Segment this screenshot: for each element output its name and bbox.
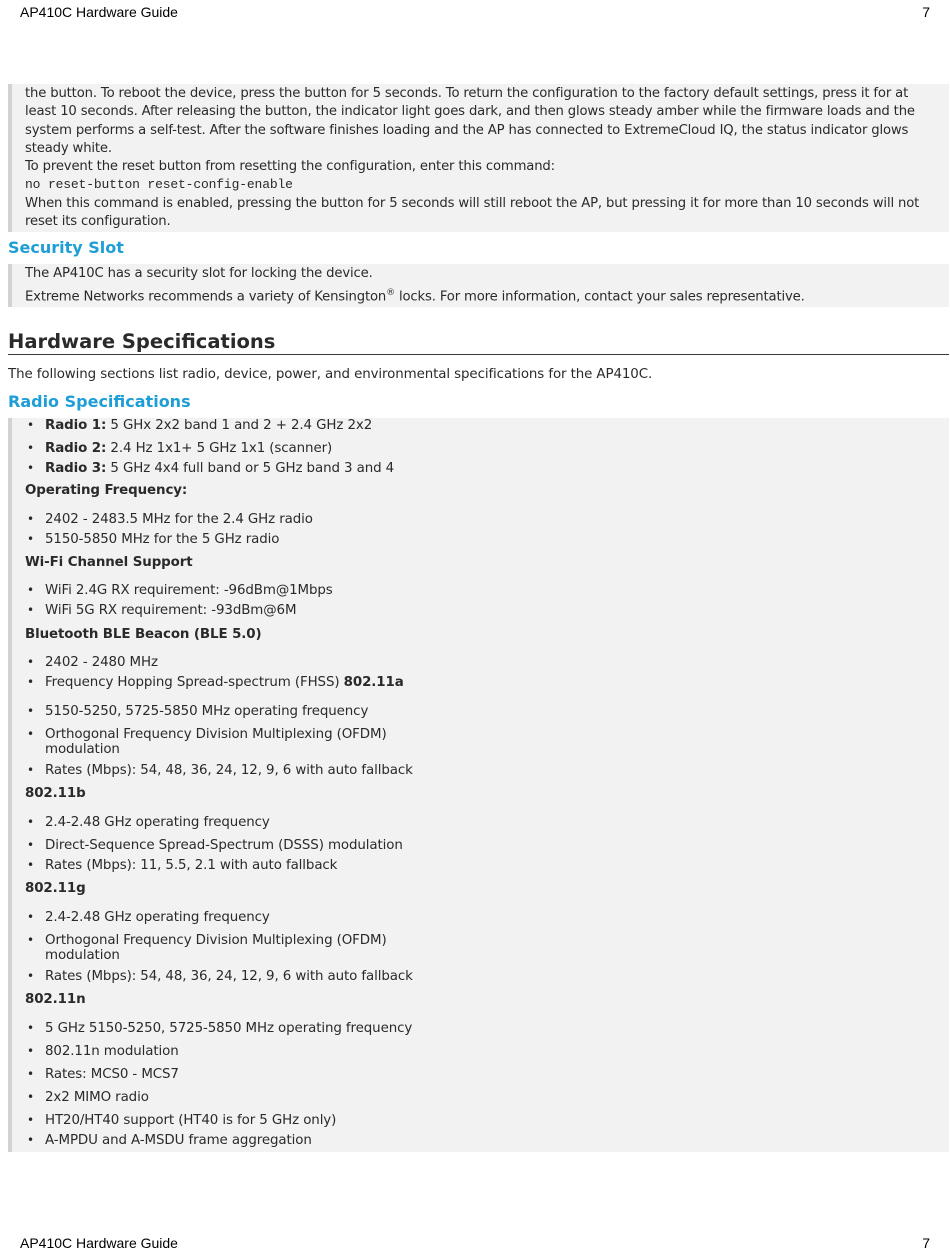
list-item: • 2.4-2.48 GHz operating frequency (25, 910, 949, 933)
list-item: • 5150-5250, 5725-5850 MHz operating frequency (25, 704, 949, 727)
list-item: • WiFi 2.4G RX requirement: -96dBm@1Mbps (25, 583, 949, 603)
list-item: • Frequency Hopping Spread-spectrum (FHSS) 802.11a (25, 675, 949, 704)
list-item: • Rates: MCS0 - MCS7 (25, 1067, 949, 1090)
footer-page-number: 7 (922, 1235, 930, 1251)
header-page-number: 7 (922, 4, 930, 20)
list-item: • 2.4-2.48 GHz operating frequency (25, 815, 949, 838)
list-item: • 802.11n modulation (25, 1044, 949, 1067)
security-line-1: The AP410C has a security slot for locking the device. (25, 266, 373, 282)
list-item: • Rates (Mbps): 11, 5.5, 2.1 with auto fallback (25, 858, 949, 881)
802-11n-heading: 802.11n (25, 992, 86, 1008)
page-content (8, 84, 949, 1152)
reset-button-note (8, 84, 949, 232)
security-line-2: Extreme Networks recommends a variety of Kensington® locks. For more information, contact your sales representative. (25, 287, 805, 305)
list-item: • Radio 1: 5 GHx 2x2 band 1 and 2 + 2.4 GHz 2x2 (25, 418, 949, 441)
list-item: • A-MPDU and A-MSDU frame aggregation (25, 1133, 949, 1152)
list-item: • 2402 - 2480 MHz (25, 655, 949, 675)
list-item: • Radio 2: 2.4 Hz 1x1+ 5 GHz 1x1 (scanner) (25, 441, 949, 461)
list-item: • Rates (Mbps): 54, 48, 36, 24, 12, 9, 6 with auto fallback (25, 763, 949, 786)
security-slot-heading: Security Slot (8, 238, 124, 258)
ble-heading: Bluetooth BLE Beacon (BLE 5.0) (25, 627, 262, 643)
reset-note-result: When this command is enabled, pressing the button for 5 seconds will still reboot the AP, but pressing it for more than 10 seconds will not reset its configuration. (25, 195, 920, 230)
list-item: • Orthogonal Frequency Division Multiplexing (OFDM) modulation (25, 727, 405, 763)
running-footer (20, 1235, 930, 1251)
802-11a-heading: 802.11a (343, 675, 404, 691)
list-item: • 5 GHz 5150-5250, 5725-5850 MHz operating frequency (25, 1021, 949, 1044)
reset-note-paragraph: the button. To reboot the device, press the button for 5 seconds. To return the configuration to the factory default settings, press it for at least 10 seconds. After releasing the button, the indicator light goes dark, and then glows steady amber while the firmware loads and the system performs a self-test. After the software finishes loading and the AP has connected to ExtremeCloud IQ, the status indicator glows steady white. (25, 86, 915, 156)
reset-command: no reset-button reset-config-enable (25, 177, 293, 193)
list-item: • Orthogonal Frequency Division Multiplexing (OFDM) modulation (25, 933, 405, 969)
list-item: • 2x2 MIMO radio (25, 1090, 949, 1113)
list-item: • 2402 - 2483.5 MHz for the 2.4 GHz radio (25, 512, 949, 532)
footer-title: AP410C Hardware Guide (20, 1235, 178, 1251)
radio-specifications-heading: Radio Specifications (8, 392, 191, 412)
registered-mark: ® (386, 287, 395, 298)
security-slot-note (8, 264, 949, 307)
reset-note-instruction: To prevent the reset button from resetting the configuration, enter this command: (25, 159, 555, 175)
radio-spec-box (8, 418, 949, 1152)
list-item: • Radio 3: 5 GHz 4x4 full band or 5 GHz band 3 and 4 (25, 461, 949, 483)
operating-frequency-heading: Operating Frequency: (25, 483, 188, 499)
hardware-specifications-heading: Hardware Specifications (8, 330, 949, 355)
802-11g-heading: 802.11g (25, 881, 86, 897)
wifi-channel-heading: Wi-Fi Channel Support (25, 555, 193, 571)
list-item: • 5150-5850 MHz for the 5 GHz radio (25, 532, 949, 555)
802-11b-heading: 802.11b (25, 786, 86, 802)
header-title: AP410C Hardware Guide (20, 4, 178, 20)
list-item: • Rates (Mbps): 54, 48, 36, 24, 12, 9, 6 with auto fallback (25, 969, 949, 992)
list-item: • Direct-Sequence Spread-Spectrum (DSSS) modulation (25, 838, 949, 858)
list-item: • WiFi 5G RX requirement: -93dBm@6M (25, 603, 949, 627)
list-item: • HT20/HT40 support (HT40 is for 5 GHz only) (25, 1113, 949, 1133)
hardware-intro: The following sections list radio, device, power, and environmental specifications for the AP410C. (8, 367, 653, 383)
running-header (20, 4, 930, 20)
